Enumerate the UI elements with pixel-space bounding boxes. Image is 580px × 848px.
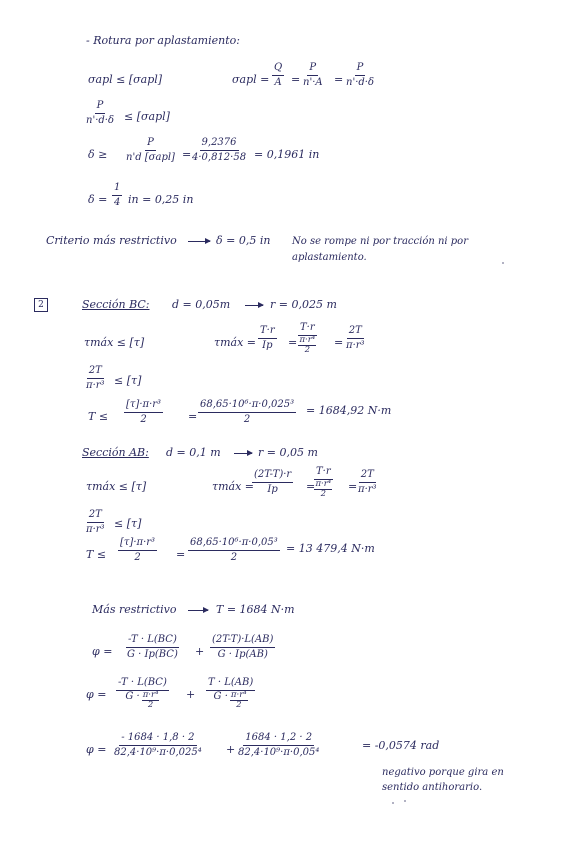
rotura-l4-result: in = 0,25 in (128, 193, 194, 206)
rotura-title: - Rotura por aplastamiento: (86, 34, 240, 47)
rotura-l4-frac: $\frac{1}{4}$ (114, 182, 121, 208)
section-bc-title: Sección BC: (82, 298, 150, 311)
section-ab-diameter: d = 0,1 m (166, 446, 221, 459)
bc-l1-frac2: T·r π·r⁴ 2 (299, 322, 316, 355)
bc-l1-frac3: $\frac{2T}{\text{π·r³}}$ (346, 325, 365, 351)
ab-l1-mid: τmáx = (212, 480, 254, 493)
section-ab-title: Sección AB: (82, 446, 149, 459)
phi1-frac1: $\frac{-T \cdot L(BC)}{G \cdot Ip(BC)}$ (126, 634, 178, 660)
ab-l2-rhs: ≤ [τ] (114, 517, 142, 530)
ab-l3-frac1: $\frac{\text{[τ]·π·r³}}{2}$ (120, 537, 156, 563)
pen-mark (502, 262, 504, 264)
phi2-frac2: T · L(AB) G · π·r⁴ 2 (208, 677, 254, 710)
phi3-result: = -0,0574 rad (362, 739, 440, 752)
ab-l2-frac: $\frac{2T}{\text{π·r³}}$ (86, 509, 105, 535)
ab-l1-frac3: $\frac{2T}{\text{π·r³}}$ (358, 469, 377, 495)
ab-l3-frac2: $\frac{\text{68,65·10⁶·π·0,05³}}{2}$ (190, 537, 278, 563)
section-ab-radius: r = 0,05 m (258, 446, 318, 459)
rotura-l1-eq2: = (334, 73, 344, 86)
ab-l1-frac2: T·r π·r⁴ 2 (315, 466, 332, 499)
arrow-icon (188, 610, 208, 611)
bc-l1-left: τmáx ≤ [τ] (84, 336, 145, 349)
phi1-lhs: φ = (92, 645, 113, 658)
criterio-value: δ = 0,5 in (216, 234, 271, 247)
phi2-lhs: φ = (86, 688, 107, 701)
pen-mark (392, 802, 394, 804)
rotura-l1-left: σapl ≤ [σapl] (88, 73, 163, 86)
bc-l3-result: = 1684,92 N·m (306, 404, 392, 417)
rotura-l2-frac: $\frac{P}{n'\cdot d\cdot\delta}$ (86, 100, 114, 126)
ab-l3-eq: = (176, 548, 186, 561)
phi3-frac1: $\frac{- 1684 \cdot 1,8 \cdot 2}{\text{82,4·10⁹·π·0,025⁴}}$ (114, 732, 202, 758)
ab-l3-result: = 13 479,4 N·m (286, 542, 375, 555)
rotura-l1-frac3: $\frac{P}{n'\cdot d\cdot\delta}$ (346, 62, 374, 88)
section-bc-radius: r = 0,025 m (270, 298, 337, 311)
rotura-l1-mid: σapl = (232, 73, 270, 86)
rotura-l3-eq: = (182, 148, 192, 161)
phi2-plus: + (186, 688, 196, 701)
bc-l2-frac: $\frac{2T}{\text{π·r³}}$ (86, 365, 105, 391)
bc-l3-frac1: $\frac{\text{[τ]·π·r³}}{2}$ (126, 399, 162, 425)
arrow-icon (188, 241, 210, 242)
rotura-l3-lhs: δ ≥ (88, 148, 108, 161)
criterio-label: Criterio más restrictivo (46, 234, 177, 247)
bc-l1-frac1: $\frac{T\cdot r}{Ip}$ (260, 325, 275, 351)
rotura-l3-frac2: $\frac{9,2376}{4\cdot 0,812\cdot 58}$ (192, 137, 247, 163)
bc-l1-eq2: = (334, 336, 344, 349)
bc-l1-eq1: = (288, 336, 298, 349)
phi-note-line2: sentido antihorario. (382, 782, 483, 793)
bc-l1-mid: τmáx = (214, 336, 256, 349)
phi1-frac2: $\frac{(2T-T)\cdot L(AB)}{G \cdot Ip(AB)}$ (212, 634, 274, 660)
pen-mark (404, 800, 406, 802)
rotura-l3-frac1: P n'd [σapl] (126, 137, 175, 163)
bc-l2-rhs: ≤ [τ] (114, 374, 142, 387)
criterio-note-line1: No se rompe ni por tracción ni por (292, 236, 468, 247)
phi1-plus: + (195, 645, 205, 658)
ab-l1-left: τmáx ≤ [τ] (86, 480, 147, 493)
section-bc-diameter: d = 0,05m (172, 298, 231, 311)
rotura-l2-rhs: ≤ [σapl] (124, 110, 170, 123)
bc-l3-frac2: $\frac{\text{68,65·10⁶·π·0,025³}}{2}$ (200, 399, 295, 425)
rotura-l1-frac2: $\frac{P}{n'\cdot A}$ (303, 62, 323, 88)
phi-note-line1: negativo porque gira en (382, 767, 504, 778)
rotura-l3-result: = 0,1961 in (254, 148, 320, 161)
phi3-lhs: φ = (86, 743, 107, 756)
bc-l3-lhs: T ≤ (88, 410, 109, 423)
ab-l1-eq1: = (306, 480, 316, 493)
bc-l3-eq: = (188, 410, 198, 423)
phi3-frac2: $\frac{1684 \cdot 1,2 \cdot 2}{\text{82,4·10⁹·π·0,05⁴}}$ (238, 732, 320, 758)
ab-l3-lhs: T ≤ (86, 548, 107, 561)
rotura-l4-lhs: δ = (88, 193, 108, 206)
mas-restrictivo-value: T = 1684 N·m (216, 603, 295, 616)
arrow-icon (234, 453, 252, 454)
arrow-icon (245, 305, 263, 306)
rotura-l1-eq1: = (291, 73, 301, 86)
mas-restrictivo-label: Más restrictivo (92, 603, 177, 616)
phi2-frac1: -T · L(BC) G · π·r⁴ 2 (118, 677, 167, 710)
problem-number-box: 2 (34, 298, 48, 312)
ab-l1-frac1: $\frac{(2T-T)\cdot r}{Ip}$ (254, 469, 292, 495)
rotura-l1-frac1: $\frac{Q}{A}$ (274, 62, 283, 88)
criterio-note-line2: aplastamiento. (292, 252, 367, 263)
ab-l1-eq2: = (348, 480, 358, 493)
phi3-plus: + (226, 743, 236, 756)
